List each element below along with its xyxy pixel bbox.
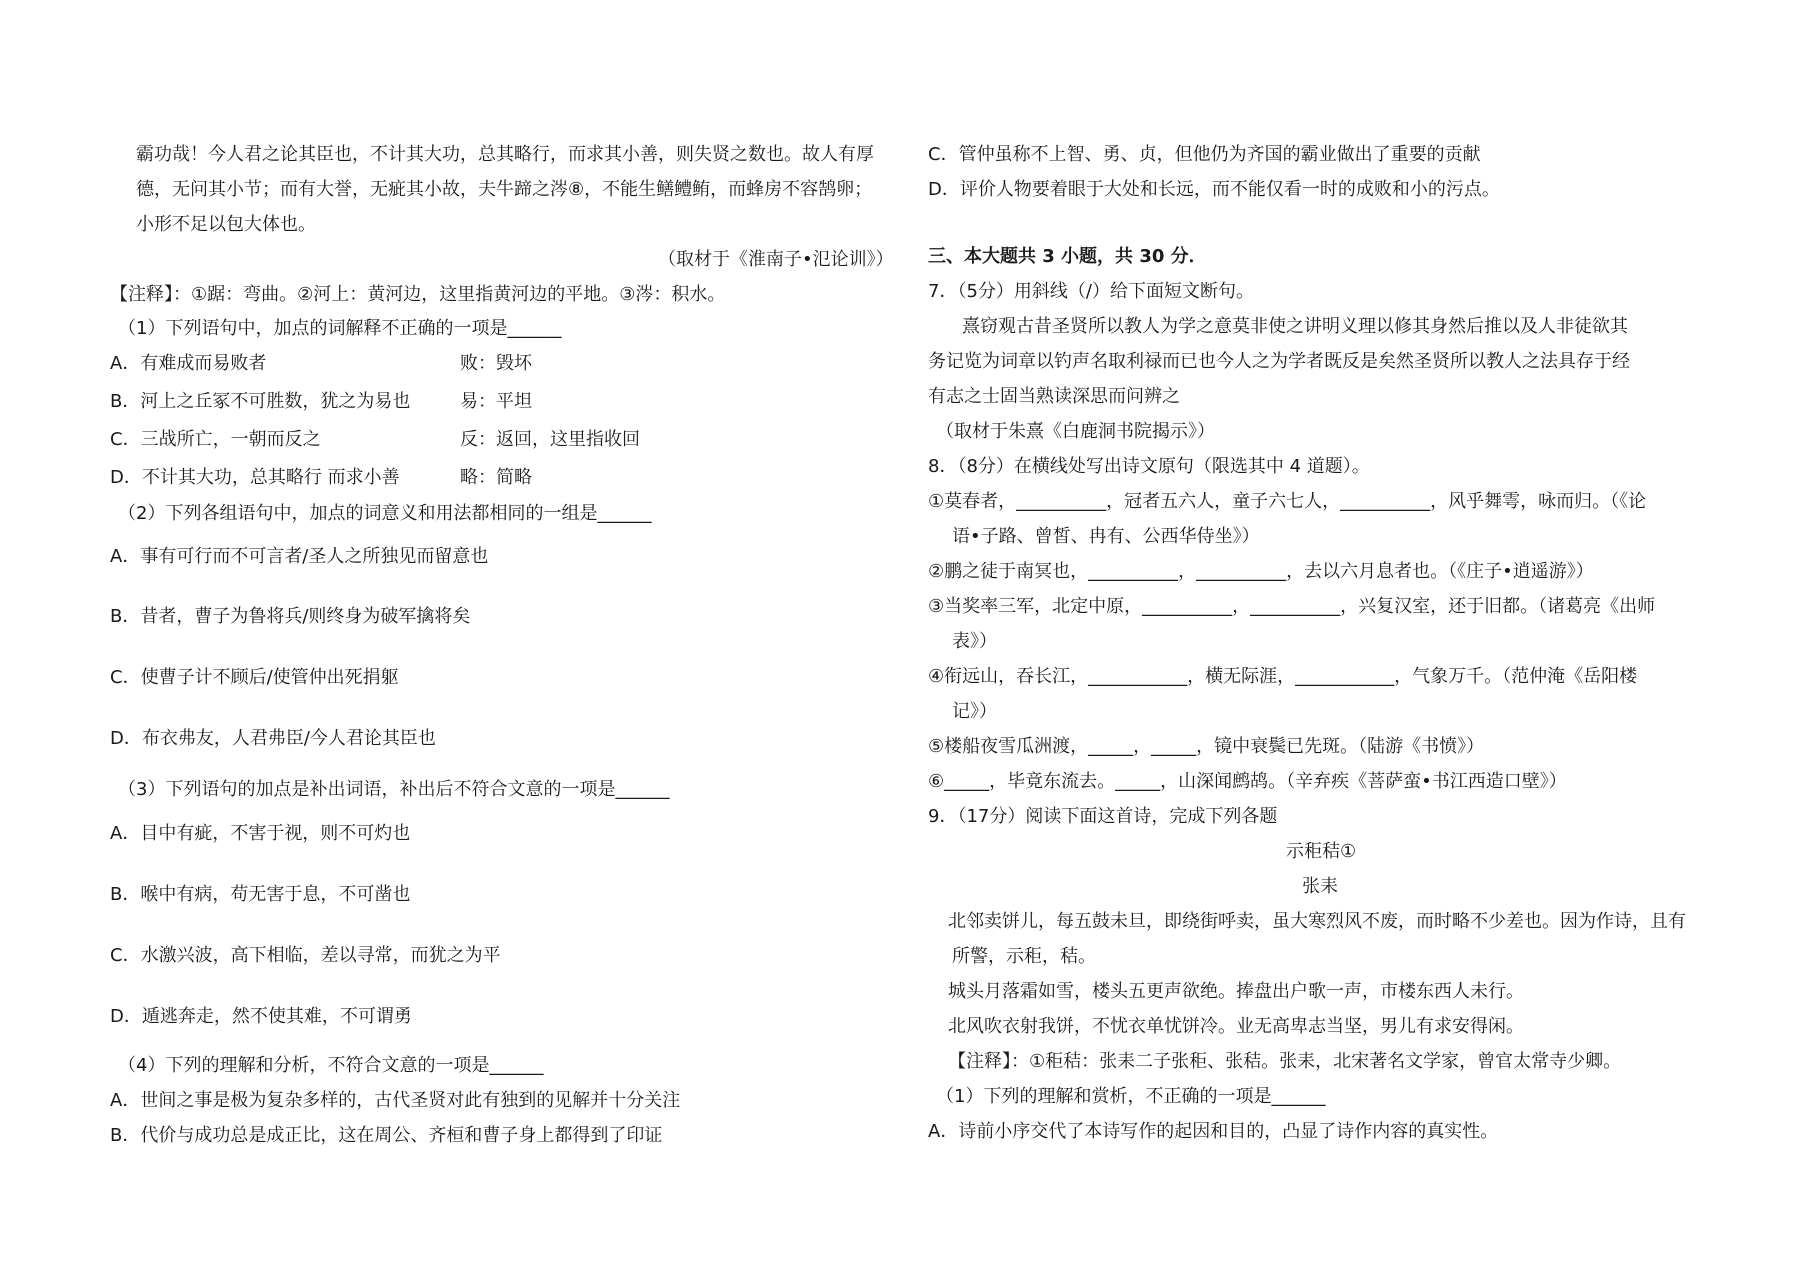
q1-option-c-text: C．三战所亡，一朝而反之 bbox=[110, 429, 321, 450]
q8-line-6: ⑥_____，毕竟东流去。_____，山深闻鹧鸪。（辛弃疾《菩萨蛮•书江西造口壁》） bbox=[928, 771, 1567, 792]
q2-option-a: A．事有可行而不可言者/圣人之所独见而留意也 bbox=[110, 546, 489, 567]
q2-option-b: B．昔者，曹子为鲁将兵/则终身为破军擒将矣 bbox=[110, 606, 471, 627]
q2-option-c: C．使曹子计不顾后/使管仲出死捐躯 bbox=[110, 667, 399, 688]
q8-line-1: ①莫春者，__________，冠者五六人，童子六七人，__________，风乎舞雩，咏而归。（《论 bbox=[928, 491, 1647, 512]
q7-text-line-2: 务记览为词章以钓声名取利禄而已也今人之为学者既反是矣然圣贤所以教人之法具存于经 bbox=[928, 351, 1630, 372]
q4-option-d: D．评价人物要着眼于大处和长远，而不能仅看一时的成败和小的污点。 bbox=[928, 179, 1500, 200]
q1-option-d bbox=[110, 466, 532, 490]
poem-author: 张耒 bbox=[1302, 876, 1338, 897]
q1-option-a bbox=[110, 352, 532, 376]
q1-option-c bbox=[110, 428, 640, 452]
passage-notes: 【注释】：①踞：弯曲。②河上：黄河边，这里指黄河边的平地。③涔：积水。 bbox=[110, 284, 726, 305]
q7-stem: 7．（5分）用斜线（/）给下面短文断句。 bbox=[928, 281, 1254, 302]
poem-line-1: 城头月落霜如雪，楼头五更声欲绝。捧盘出户歌一声，市楼东西人未行。 bbox=[948, 981, 1524, 1002]
q1-option-a-meaning: 败：毁坏 bbox=[460, 353, 532, 374]
section-3-heading: 三、本大题共 3 小题，共 30 分． bbox=[928, 246, 1207, 267]
passage-source: （取材于《淮南子•氾论训》） bbox=[658, 249, 894, 270]
q1-option-b-meaning: 易：平坦 bbox=[460, 391, 532, 412]
q8-line-5: ⑤楼船夜雪瓜洲渡，_____，_____，镜中衰鬓已先斑。（陆游《书愤》） bbox=[928, 736, 1485, 757]
q2-stem: （2）下列各组语句中，加点的词意义和用法都相同的一组是______ bbox=[118, 503, 652, 524]
q3-option-b: B．喉中有病，苟无害于息，不可凿也 bbox=[110, 884, 411, 905]
q9-sub1-stem: （1）下列的理解和赏析，不正确的一项是______ bbox=[936, 1086, 1326, 1107]
q3-option-c: C．水激兴波，高下相临，差以寻常，而犹之为平 bbox=[110, 945, 501, 966]
q1-option-d-text: D．不计其大功，总其略行 而求小善 bbox=[110, 467, 400, 488]
poem-title: 示秬秸① bbox=[1286, 841, 1357, 862]
poem-notes: 【注释】：①秬秸：张耒二子张秬、张秸。张耒，北宋著名文学家，曾官太常寺少卿。 bbox=[948, 1051, 1622, 1072]
q1-option-b bbox=[110, 390, 532, 414]
poem-preface-line-2: 所警，示秬，秸。 bbox=[952, 946, 1096, 967]
poem-preface-line-1: 北邻卖饼儿，每五鼓未旦，即绕街呼卖，虽大寒烈风不废，而时略不少差也。因为作诗，且有 bbox=[948, 911, 1686, 932]
q9-sub1-option-a: A．诗前小序交代了本诗写作的起因和目的，凸显了诗作内容的真实性。 bbox=[928, 1121, 1499, 1142]
poem-line-2: 北风吹衣射我饼，不忧衣单忧饼冷。业无高卑志当坚，男儿有求安得闲。 bbox=[948, 1016, 1524, 1037]
q4-option-a: A．世间之事是极为复杂多样的，古代圣贤对此有独到的见解并十分关注 bbox=[110, 1090, 681, 1111]
passage-line-2: 德，无问其小节；而有大誉，无疵其小故，夫牛蹄之涔⑧，不能生鳝鳢鲔，而蜂房不容鹄卵； bbox=[136, 179, 873, 200]
q1-stem: （1）下列语句中，加点的词解释不正确的一项是______ bbox=[118, 318, 562, 339]
q7-text-line-3: 有志之士固当熟读深思而问辨之 bbox=[928, 386, 1180, 407]
q8-line-1-cont: 语•子路、曾皙、冉有、公西华侍坐》） bbox=[952, 526, 1260, 547]
q8-line-4: ④衔远山，吞长江，___________，横无际涯，___________，气象万千。（范仲淹《岳阳楼 bbox=[928, 666, 1638, 687]
q9-stem: 9．（17分）阅读下面这首诗，完成下列各题 bbox=[928, 806, 1278, 827]
q8-stem: 8．（8分）在横线处写出诗文原句（限选其中 4 道题）。 bbox=[928, 456, 1370, 477]
passage-line-3: 小形不足以包大体也。 bbox=[136, 214, 316, 235]
q8-line-2: ②鹏之徒于南冥也，__________，__________，去以六月息者也。（《庄子•逍遥游》） bbox=[928, 561, 1594, 582]
q3-option-d: D．遁逃奔走，然不使其难，不可谓勇 bbox=[110, 1006, 412, 1027]
q1-option-a-text: A．有难成而易败者 bbox=[110, 353, 267, 374]
q7-text-line-1: 熹窃观古昔圣贤所以教人为学之意莫非使之讲明义理以修其身然后推以及人非徒欲其 bbox=[962, 316, 1628, 337]
q1-option-d-meaning: 略：简略 bbox=[460, 467, 532, 488]
q4-stem: （4）下列的理解和分析，不符合文意的一项是______ bbox=[118, 1055, 544, 1076]
q3-option-a: A．目中有疵，不害于视，则不可灼也 bbox=[110, 823, 411, 844]
q8-line-3: ③当奖率三军，北定中原，__________，__________，兴复汉室，还于旧都。（诸葛亮《出师 bbox=[928, 596, 1656, 617]
q8-line-3-cont: 表》） bbox=[952, 631, 997, 652]
q3-stem: （3）下列语句的加点是补出词语，补出后不符合文意的一项是______ bbox=[118, 779, 670, 800]
q2-option-d: D．布衣弗友，人君弗臣/今人君论其臣也 bbox=[110, 728, 436, 749]
q1-option-c-meaning: 反：返回，这里指收回 bbox=[460, 429, 640, 450]
q4-option-b: B．代价与成功总是成正比，这在周公、齐桓和曹子身上都得到了印证 bbox=[110, 1125, 663, 1146]
q7-source: （取材于朱熹《白鹿洞书院揭示》） bbox=[936, 421, 1215, 442]
q8-line-4-cont: 记》） bbox=[952, 701, 997, 722]
q1-option-b-text: B．河上之丘冢不可胜数，犹之为易也 bbox=[110, 391, 411, 412]
passage-line-1: 霸功哉！今人君之论其臣也，不计其大功，总其略行，而求其小善，则失贤之数也。故人有厚 bbox=[136, 144, 874, 165]
q4-option-c: C．管仲虽称不上智、勇、贞，但他仍为齐国的霸业做出了重要的贡献 bbox=[928, 144, 1481, 165]
